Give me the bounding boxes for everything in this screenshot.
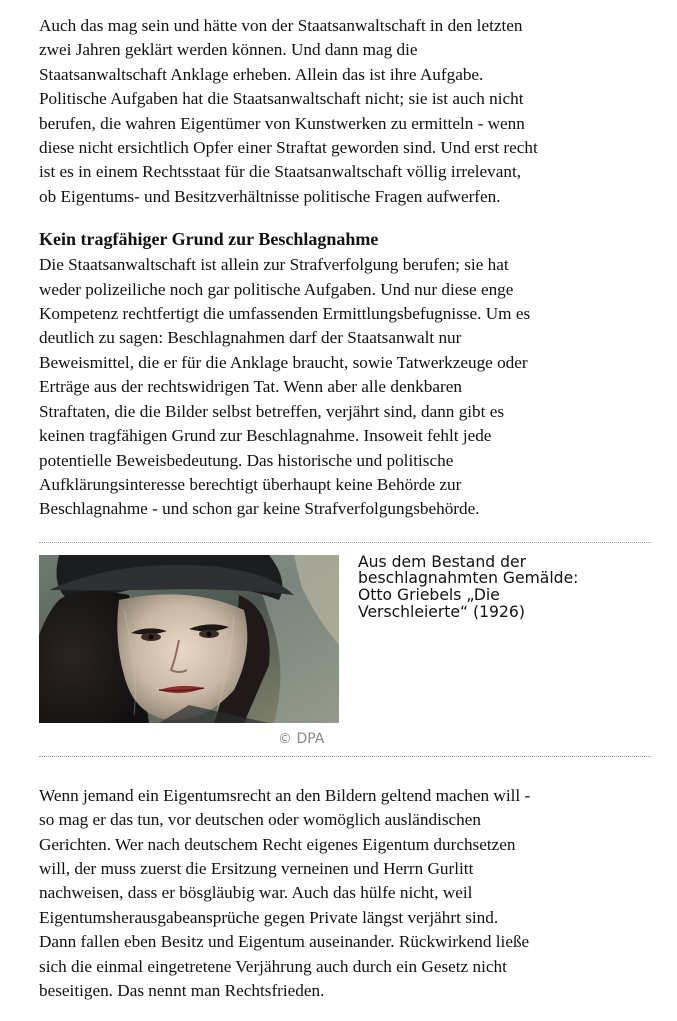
caption-line: beschlagnahmten Gemälde: bbox=[358, 569, 579, 588]
painting-image[interactable] bbox=[39, 555, 339, 723]
text-line: zwei Jahren geklärt werden können. Und dann mag die bbox=[39, 40, 418, 60]
text-line: weder polizeiliche noch gar politische Aufgaben. Und nur diese enge bbox=[39, 279, 514, 299]
text-line: Straftaten, die die Bilder selbst betreffen, verjährt sind, dann gibt es bbox=[39, 401, 505, 421]
text-line: Beweismittel, die er für die Anklage braucht, sowie Tatwerkzeuge oder bbox=[39, 352, 528, 372]
text-line: Beschlagnahme - und schon gar keine Strafverfolgungsbehörde. bbox=[39, 499, 480, 519]
article-paragraph bbox=[39, 253, 651, 521]
caption-line: Verschleierte“ (1926) bbox=[358, 602, 525, 621]
painting-veiled-woman-icon bbox=[39, 555, 339, 723]
text-line: beseitigen. Das nennt man Rechtsfrieden. bbox=[39, 980, 325, 1000]
text-line: will, der muss zuerst die Ersitzung verneinen und Herrn Gurlitt bbox=[39, 858, 474, 878]
text-line: Aufklärungsinteresse berechtigt überhaupt keine Behörde zur bbox=[39, 474, 462, 494]
text-line: potentielle Beweisbedeutung. Das historische und politische bbox=[39, 450, 454, 470]
text-line: Wenn jemand ein Eigentumsrecht an den Bildern geltend machen will - bbox=[39, 785, 531, 805]
text-line: Eigentumsherausgabeansprüche gegen Private längst verjährt sind. bbox=[39, 907, 499, 927]
text-line: Auch das mag sein und hätte von der Staatsanwaltschaft in den letzten bbox=[39, 16, 523, 35]
text-line: Die Staatsanwaltschaft ist allein zur Strafverfolgung berufen; sie hat bbox=[39, 255, 509, 275]
section-subheading: Kein tragfähiger Grund zur Beschlagnahme bbox=[39, 229, 379, 250]
text-line: berufen, die wahren Eigentümer von Kunstwerken zu ermitteln - wenn bbox=[39, 113, 525, 133]
text-line: Erträge aus der rechtswidrigen Tat. Wenn aber alle denkbaren bbox=[39, 377, 462, 397]
text-line: ob Eigentums- und Besitzverhältnisse politische Fragen aufwerfen. bbox=[39, 186, 501, 206]
text-line: Politische Aufgaben hat die Staatsanwaltschaft nicht; sie ist auch nicht bbox=[39, 89, 524, 109]
article-paragraph bbox=[39, 0, 651, 209]
text-line: deutlich zu sagen: Beschlagnahmen darf der Staatsanwalt nur bbox=[39, 328, 462, 348]
text-line: nachweisen, dass er bösgläubig war. Auch das hülfe nicht, weil bbox=[39, 883, 473, 903]
article-paragraph bbox=[39, 784, 651, 1004]
caption-line: Otto Griebels „Die bbox=[358, 585, 500, 604]
caption-line: Aus dem Bestand der bbox=[358, 552, 526, 571]
text-line: diese nicht ersichtlich Opfer einer Straftat geworden sind. Und erst recht bbox=[39, 138, 538, 158]
image-figure bbox=[39, 543, 651, 756]
text-line: so mag er das tun, vor deutschen oder womöglich ausländischen bbox=[39, 810, 481, 830]
article-body bbox=[39, 0, 651, 1003]
text-line: sich die einmal eingetretene Verjährung auch durch ein Gesetz nicht bbox=[39, 956, 507, 976]
text-line: Kompetenz rechtfertigt die umfassenden Ermittlungsbefugnisse. Um es bbox=[39, 304, 531, 324]
text-line: Dann fallen eben Besitz und Eigentum auseinander. Rückwirkend ließe bbox=[39, 932, 530, 952]
text-line: Staatsanwaltschaft Anklage erheben. Allein das ist ihre Aufgabe. bbox=[39, 64, 484, 84]
image-credit: © DPA bbox=[278, 730, 325, 747]
text-line: Gerichten. Wer nach deutschem Recht eigenes Eigentum durchsetzen bbox=[39, 834, 516, 854]
text-line: ist es in einem Rechtsstaat für die Staatsanwaltschaft völlig irrelevant, bbox=[39, 162, 522, 182]
image-caption bbox=[358, 554, 628, 620]
text-line: keinen tragfähigen Grund zur Beschlagnahme. Insoweit fehlt jede bbox=[39, 426, 492, 446]
divider bbox=[39, 756, 651, 757]
